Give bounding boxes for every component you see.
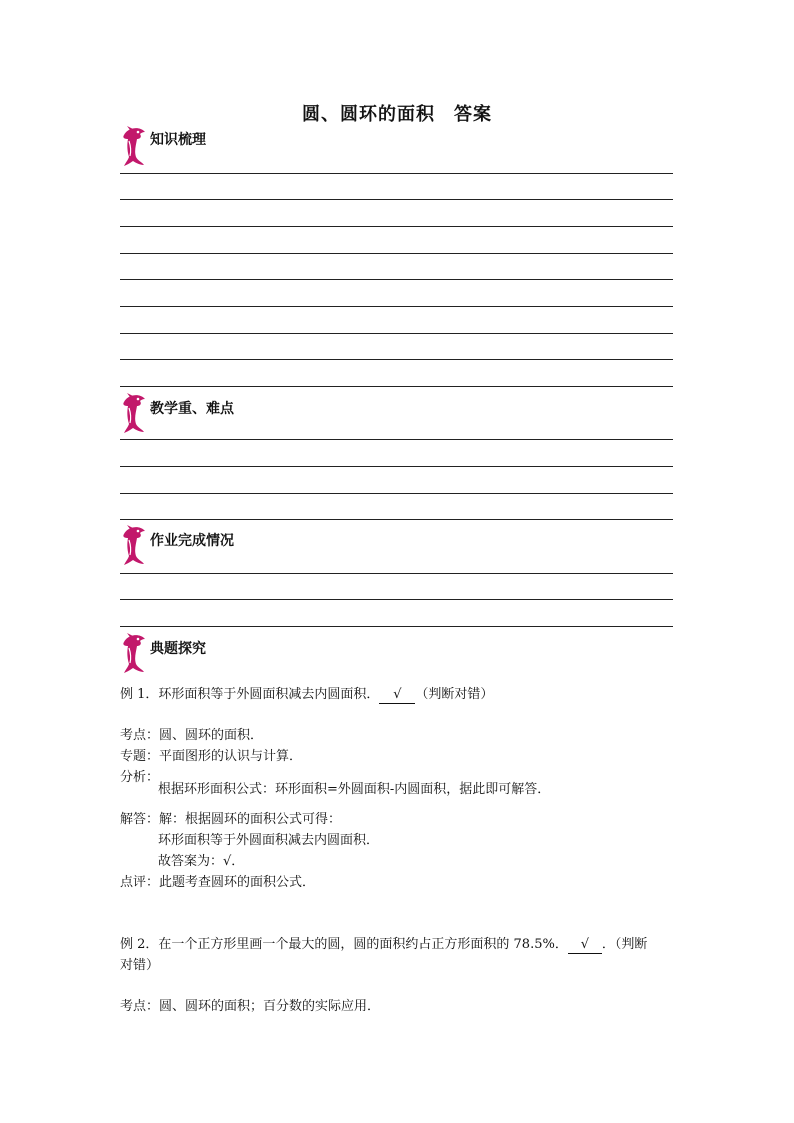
fenxi-label: 分析： [120,770,160,785]
writing-line [120,466,673,467]
zhuanti-text: 平面图形的认识与计算． [159,749,303,764]
answer-blank: √ [568,937,602,954]
kaodian-label: 考点： [120,999,160,1014]
example-2-question-line-2: 对错） [120,958,160,973]
dianping-text: 此题考查圆环的面积公式． [159,875,316,890]
question-suffix: ．（判断 [601,937,648,952]
section-title: 教学重、难点 [150,401,234,417]
kaodian-text: 圆、圆环的面积；百分数的实际应用． [159,999,381,1014]
jieda-line-2: 环形面积等于外圆面积减去内圆面积． [158,833,380,848]
question-text: 例 1．环形面积等于外圆面积减去内圆面积． [120,687,380,702]
question-text: 例 2．在一个正方形里画一个最大的圆，圆的面积约占正方形面积的 78.5%． [120,937,568,952]
writing-line [120,386,673,387]
kaodian-row [120,996,380,1017]
writing-line [120,306,673,307]
dolphin-icon [118,632,148,674]
writing-line [120,199,673,200]
jieda-line-3: 故答案为：√． [158,854,245,869]
writing-line [120,253,673,254]
kaodian-row [120,725,263,746]
writing-line [120,493,673,494]
example-1-question [120,684,493,705]
answer-blank: √ [379,687,415,704]
writing-line [120,359,673,360]
dolphin-icon [118,125,148,167]
kaodian-text: 圆、圆环的面积． [159,728,264,743]
page-title: 圆、圆环的面积 答案 [302,104,492,125]
dianping-label: 点评： [120,875,160,890]
fenxi-text: 根据环形面积公式：环形面积=外圆面积-内圆面积，据此即可解答． [158,782,551,797]
writing-line [120,519,673,520]
dianping-row [120,872,315,893]
writing-line [120,279,673,280]
jieda-label: 解答： [120,812,160,827]
jieda-text: 解：根据圆环的面积公式可得： [159,812,342,827]
example-2-question [120,934,647,955]
kaodian-label: 考点： [120,728,160,743]
writing-line [120,333,673,334]
section-title: 知识梳理 [150,132,206,148]
writing-line [120,626,673,627]
section-title: 作业完成情况 [150,533,234,549]
writing-line [120,599,673,600]
writing-line [120,173,673,174]
question-suffix: （判断对错） [415,687,494,702]
writing-line [120,226,673,227]
dolphin-icon [118,392,148,434]
jieda-row [120,809,341,830]
writing-line [120,573,673,574]
dolphin-icon [118,524,148,566]
section-title: 典题探究 [150,641,206,657]
writing-line [120,439,673,440]
zhuanti-label: 专题： [120,749,160,764]
zhuanti-row [120,746,302,767]
